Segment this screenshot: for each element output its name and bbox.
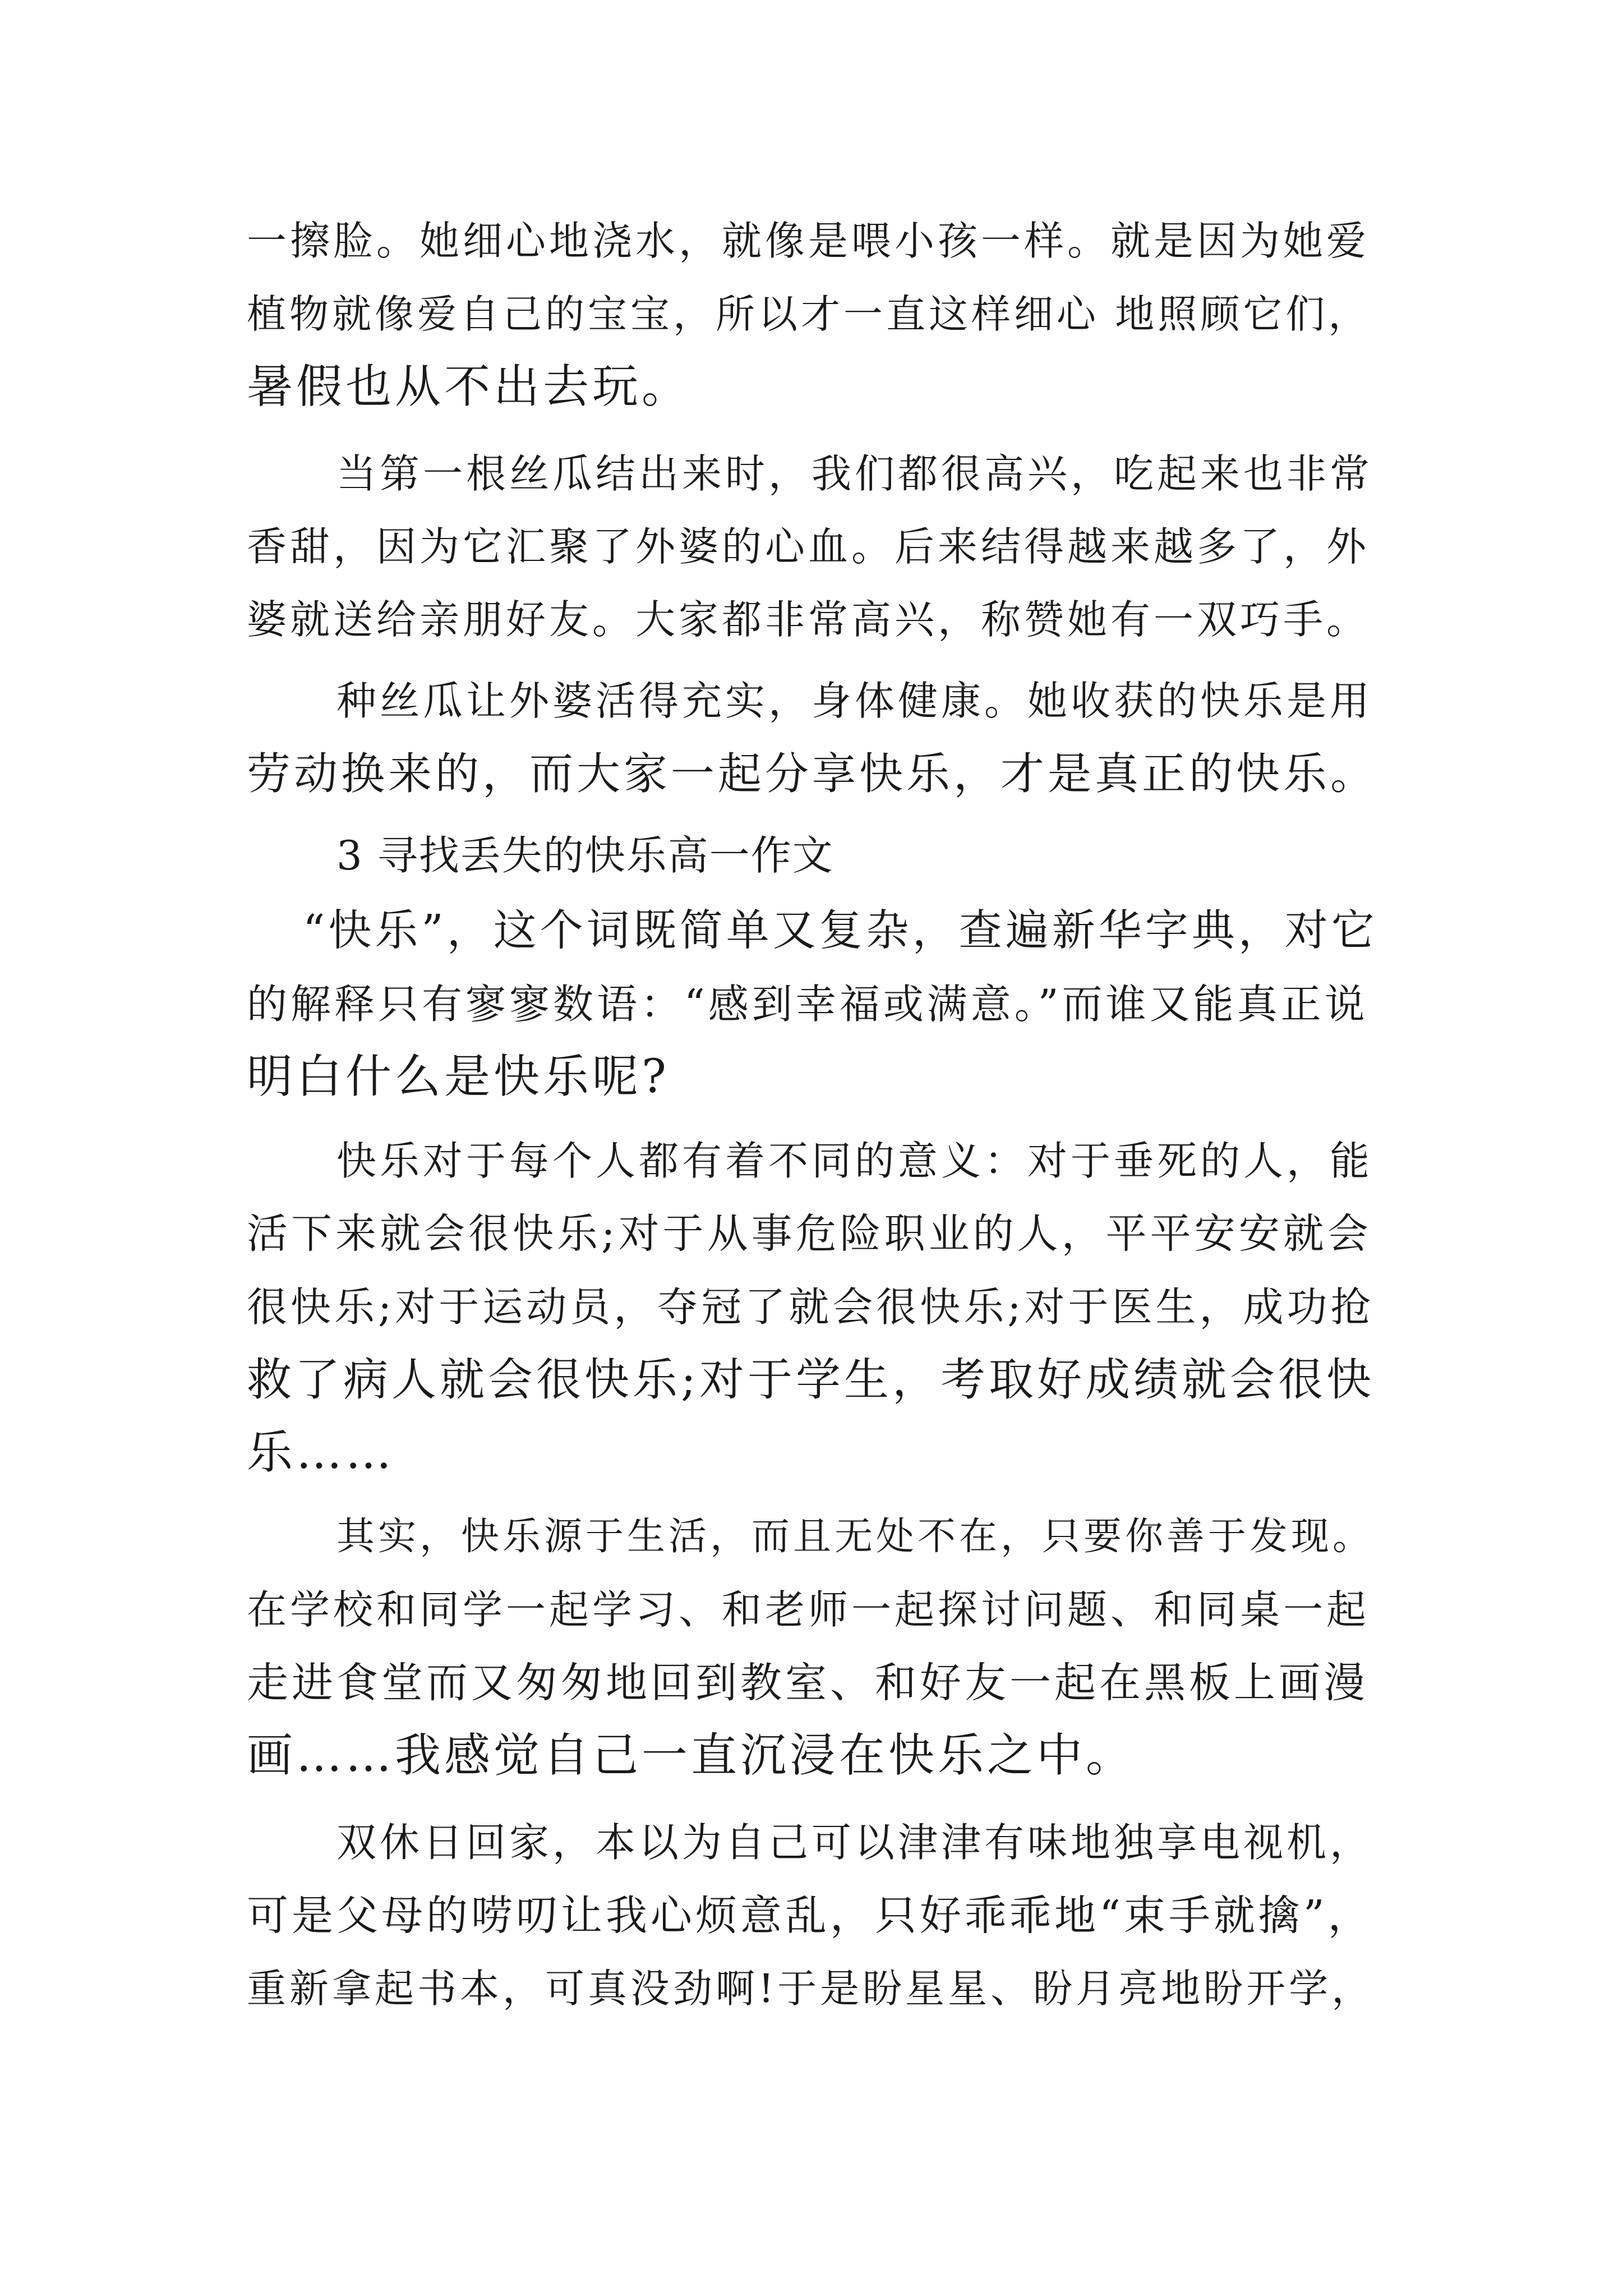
section-heading: 3 寻找丢失的快乐高一作文 (336, 832, 834, 879)
text-line: 活下来就会很快乐;对于从事危险职业的人，平平安安就会 (247, 1210, 1372, 1258)
text-line: 暑假也从不出去玩。 (247, 360, 691, 413)
text-line: 香甜，因为它汇聚了外婆的心血。后来结得越来越多了，外 (247, 523, 1370, 570)
text-line: 乐…… (247, 1426, 395, 1479)
text-line: 植物就像爱自己的宝宝，所以才一直这样细心 地照顾它们， (247, 291, 1371, 337)
text-line: 可是父母的唠叨让我心烦意乱，只好乖乖地“束手就擒”， (247, 1892, 1373, 1940)
text-line: 明白什么是快乐呢? (247, 1050, 670, 1103)
text-line: 画……我感觉自己一直沉浸在快乐之中。 (247, 1729, 1136, 1782)
paragraph-first-line: 其实，快乐源于生活，而且无处不在，只要你善于发现。 (336, 1515, 1375, 1559)
text-line: 的解释只有寥寥数语：“感到幸福或满意。”而谁又能真正说 (247, 981, 1368, 1028)
text-line: 很快乐;对于运动员，夺冠了就会很快乐;对于医生，成功抢 (247, 1283, 1375, 1331)
paragraph-first-line: 快乐对于每个人都有着不同的意义：对于垂死的人，能 (336, 1138, 1373, 1184)
text-line: 走进食堂而又匆匆地回到教室、和好友一起在黑板上画漫 (247, 1659, 1368, 1707)
paragraph-first-line: 当第一根丝瓜结出来时，我们都很高兴，吃起来也非常 (336, 450, 1373, 497)
text-line: 一擦脸。她细心地浇水，就像是喂小孩一样。就是因为她爱 (247, 218, 1370, 264)
text-line: 婆就送给亲朋好友。大家都非常高兴，称赞她有一双巧手。 (247, 596, 1370, 643)
paragraph-first-line: “快乐”，这个词既简单又复杂，查遍新华字典，对它 (303, 906, 1378, 956)
text-line: 在学校和同学一起学习、和老师一起探讨问题、和同桌一起 (247, 1586, 1370, 1633)
text-line: 劳动换来的，而大家一起分享快乐，才是真正的快乐。 (247, 749, 1378, 799)
text-line: 重新拿起书本，可真没劲啊!于是盼星星、盼月亮地盼开学， (247, 1966, 1375, 2012)
paragraph-first-line: 双休日回家，本以为自己可以津津有味地独享电视机， (336, 1819, 1373, 1866)
text-line: 救了病人就会很快乐;对于学生，考取好成绩就会很快 (247, 1354, 1375, 1406)
paragraph-first-line: 种丝瓜让外婆活得充实，身体健康。她收获的快乐是用 (336, 678, 1373, 724)
